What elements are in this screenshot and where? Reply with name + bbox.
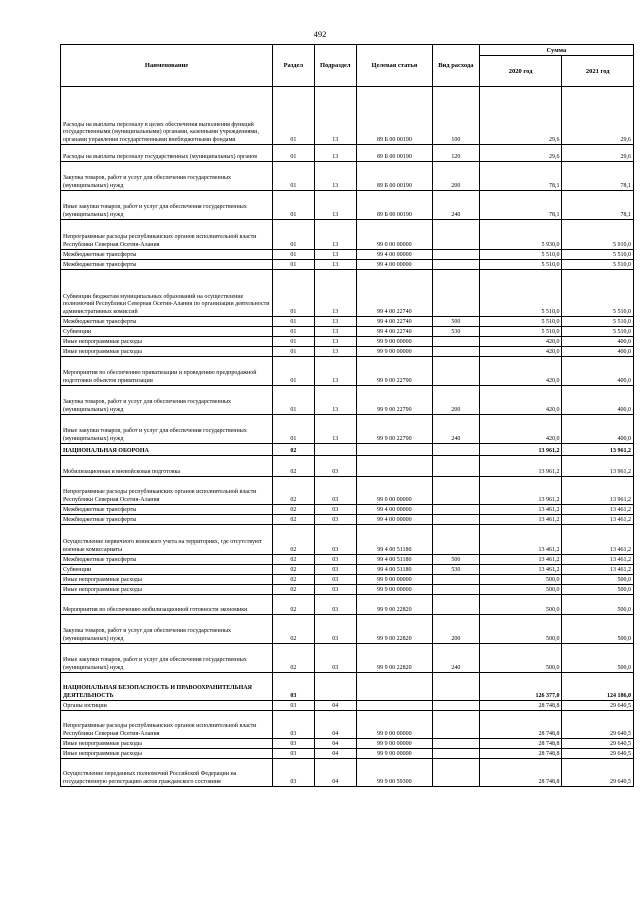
cell-sum-2020: 13 961,2 [479, 444, 562, 456]
cell-subsection: 04 [314, 711, 356, 739]
cell-sum-2021: 13 461,2 [562, 555, 634, 565]
cell-expense-type [432, 585, 479, 595]
cell-target-article: 99 0 00 00000 [356, 477, 432, 505]
cell-sum-2021: 13 961,2 [562, 444, 634, 456]
cell-expense-type: 240 [432, 644, 479, 673]
cell-name: Субвенции бюджетам муниципальных образований на осуществление полномочий Республики Северная Осетия-Алания по организации деятельности административных комиссий [61, 270, 273, 317]
table-row [61, 749, 634, 759]
cell-target-article [356, 673, 432, 701]
cell-target-article: 89 Б 00 00190 [356, 162, 432, 191]
cell-name: Межбюджетные трансферты [61, 555, 273, 565]
cell-target-article: 99 4 00 00000 [356, 505, 432, 515]
cell-section: 03 [273, 711, 314, 739]
cell-section: 02 [273, 575, 314, 585]
table-body [61, 87, 634, 787]
header-year-2020: 2020 год [479, 56, 562, 87]
cell-name: Субвенции [61, 565, 273, 575]
cell-expense-type [432, 477, 479, 505]
cell-sum-2020: 420,0 [479, 347, 562, 357]
cell-sum-2021: 13 461,2 [562, 565, 634, 575]
cell-expense-type [432, 749, 479, 759]
cell-target-article: 99 0 00 00000 [356, 711, 432, 739]
table-row [61, 575, 634, 585]
cell-section: 01 [273, 220, 314, 250]
cell-sum-2020: 5 510,0 [479, 260, 562, 270]
cell-sum-2020: 126 377,0 [479, 673, 562, 701]
cell-subsection: 13 [314, 357, 356, 386]
table-row [61, 711, 634, 739]
header-year-2021: 2021 год [562, 56, 634, 87]
table-row [61, 615, 634, 644]
table-row [61, 739, 634, 749]
cell-name: Межбюджетные трансферты [61, 260, 273, 270]
cell-subsection: 03 [314, 505, 356, 515]
cell-target-article: 99 4 00 51180 [356, 555, 432, 565]
cell-name: Иные закупки товаров, работ и услуг для обеспечения государственных (муниципальных) нужд [61, 415, 273, 444]
cell-sum-2021: 5 510,0 [562, 317, 634, 327]
cell-section: 03 [273, 673, 314, 701]
cell-section: 01 [273, 317, 314, 327]
cell-subsection: 13 [314, 317, 356, 327]
cell-sum-2020: 78,1 [479, 162, 562, 191]
table-row [61, 250, 634, 260]
cell-name: Мобилизационная и вневойсковая подготовка [61, 456, 273, 477]
table-row [61, 145, 634, 162]
cell-target-article: 99 9 00 00000 [356, 337, 432, 347]
cell-subsection: 03 [314, 525, 356, 555]
cell-target-article: 99 9 00 00000 [356, 575, 432, 585]
cell-section: 01 [273, 250, 314, 260]
cell-sum-2021: 400,0 [562, 337, 634, 347]
cell-subsection: 13 [314, 162, 356, 191]
cell-section: 03 [273, 759, 314, 787]
cell-section: 03 [273, 749, 314, 759]
cell-name: Закупка товаров, работ и услуг для обеспечения государственных (муниципальных) нужд [61, 386, 273, 415]
cell-subsection: 03 [314, 515, 356, 525]
cell-target-article: 99 9 00 22790 [356, 357, 432, 386]
cell-sum-2021: 5 510,0 [562, 270, 634, 317]
cell-target-article [356, 444, 432, 456]
cell-name: Расходы на выплаты персоналу государственных (муниципальных) органов [61, 145, 273, 162]
cell-subsection: 13 [314, 386, 356, 415]
cell-target-article: 89 Б 00 00190 [356, 87, 432, 145]
cell-subsection: 13 [314, 347, 356, 357]
cell-sum-2021: 5 510,0 [562, 250, 634, 260]
cell-expense-type [432, 525, 479, 555]
header-section: Раздел [273, 45, 314, 87]
cell-name: Закупка товаров, работ и услуг для обеспечения государственных (муниципальных) нужд [61, 162, 273, 191]
cell-expense-type [432, 575, 479, 585]
cell-target-article: 99 9 00 22790 [356, 386, 432, 415]
cell-section: 02 [273, 515, 314, 525]
cell-section: 03 [273, 701, 314, 711]
cell-subsection: 13 [314, 250, 356, 260]
cell-expense-type: 240 [432, 415, 479, 444]
cell-section: 02 [273, 444, 314, 456]
cell-name: Иные закупки товаров, работ и услуг для обеспечения государственных (муниципальных) нужд [61, 644, 273, 673]
cell-expense-type [432, 250, 479, 260]
table-row [61, 525, 634, 555]
cell-target-article: 99 9 00 00000 [356, 585, 432, 595]
cell-sum-2021: 500,0 [562, 644, 634, 673]
cell-section: 02 [273, 595, 314, 615]
cell-expense-type [432, 701, 479, 711]
cell-target-article: 89 Б 00 00190 [356, 145, 432, 162]
cell-expense-type: 240 [432, 191, 479, 220]
cell-target-article: 99 9 00 00000 [356, 749, 432, 759]
cell-sum-2021: 29 640,5 [562, 759, 634, 787]
cell-target-article: 99 9 00 22820 [356, 615, 432, 644]
table-row [61, 260, 634, 270]
cell-subsection: 13 [314, 270, 356, 317]
cell-target-article: 99 9 00 22820 [356, 644, 432, 673]
cell-name: Непрограммные расходы республиканских органов исполнительной власти Республики Северная Осетия-Алания [61, 711, 273, 739]
cell-expense-type [432, 505, 479, 515]
cell-name: Иные непрограммные расходы [61, 575, 273, 585]
cell-expense-type [432, 357, 479, 386]
cell-sum-2020: 28 748,8 [479, 711, 562, 739]
cell-subsection: 03 [314, 585, 356, 595]
cell-sum-2021: 5 910,0 [562, 220, 634, 250]
cell-sum-2020: 5 510,0 [479, 250, 562, 260]
cell-sum-2020: 28 748,8 [479, 759, 562, 787]
cell-subsection: 03 [314, 575, 356, 585]
cell-section: 01 [273, 162, 314, 191]
cell-name: Осуществление переданных полномочий Российской Федерации на государственную регистрацию актов гражданского состояния [61, 759, 273, 787]
table-row [61, 317, 634, 327]
cell-subsection: 03 [314, 615, 356, 644]
cell-sum-2020: 500,0 [479, 575, 562, 585]
cell-sum-2020: 420,0 [479, 357, 562, 386]
cell-name: Межбюджетные трансферты [61, 515, 273, 525]
cell-section: 01 [273, 347, 314, 357]
cell-expense-type [432, 337, 479, 347]
cell-name: Иные непрограммные расходы [61, 739, 273, 749]
cell-target-article: 99 0 00 00000 [356, 220, 432, 250]
cell-target-article: 99 4 00 22740 [356, 327, 432, 337]
cell-section: 02 [273, 585, 314, 595]
cell-sum-2021: 5 510,0 [562, 327, 634, 337]
cell-sum-2020: 13 461,2 [479, 515, 562, 525]
cell-target-article: 99 9 00 22790 [356, 415, 432, 444]
cell-subsection: 13 [314, 191, 356, 220]
cell-target-article: 99 9 00 22820 [356, 595, 432, 615]
cell-sum-2020: 500,0 [479, 615, 562, 644]
cell-sum-2020: 13 461,2 [479, 525, 562, 555]
cell-sum-2020: 420,0 [479, 415, 562, 444]
cell-section: 02 [273, 525, 314, 555]
table-row [61, 555, 634, 565]
cell-expense-type [432, 759, 479, 787]
cell-sum-2021: 500,0 [562, 575, 634, 585]
table-row [61, 162, 634, 191]
cell-target-article: 99 4 00 51180 [356, 525, 432, 555]
cell-name: Иные непрограммные расходы [61, 347, 273, 357]
cell-sum-2020: 28 748,8 [479, 701, 562, 711]
cell-subsection: 03 [314, 477, 356, 505]
cell-expense-type: 120 [432, 145, 479, 162]
cell-target-article: 99 4 00 00000 [356, 250, 432, 260]
cell-sum-2021: 29,6 [562, 87, 634, 145]
cell-subsection: 04 [314, 759, 356, 787]
cell-sum-2020: 13 461,2 [479, 505, 562, 515]
cell-section: 02 [273, 565, 314, 575]
cell-subsection: 13 [314, 260, 356, 270]
cell-name: Мероприятия по обеспечению приватизации и проведению предпродажной подготовки объектов приватизации [61, 357, 273, 386]
cell-sum-2021: 29,6 [562, 145, 634, 162]
cell-expense-type: 530 [432, 565, 479, 575]
cell-name: Межбюджетные трансферты [61, 250, 273, 260]
cell-sum-2021: 400,0 [562, 347, 634, 357]
cell-expense-type: 500 [432, 317, 479, 327]
cell-target-article: 99 4 00 00000 [356, 515, 432, 525]
cell-subsection: 03 [314, 595, 356, 615]
cell-expense-type [432, 711, 479, 739]
cell-name: Иные непрограммные расходы [61, 337, 273, 347]
cell-subsection: 04 [314, 749, 356, 759]
cell-expense-type [432, 444, 479, 456]
cell-sum-2020: 13 461,2 [479, 565, 562, 575]
budget-table [60, 44, 634, 787]
table-row [61, 595, 634, 615]
header-sum: Сумма [479, 45, 633, 56]
cell-sum-2021: 13 461,2 [562, 505, 634, 515]
cell-expense-type: 500 [432, 555, 479, 565]
table-row [61, 759, 634, 787]
cell-name: Иные непрограммные расходы [61, 749, 273, 759]
header-expense-type: Вид расхода [432, 45, 479, 87]
cell-name: Органы юстиции [61, 701, 273, 711]
table-row [61, 585, 634, 595]
table-row [61, 191, 634, 220]
cell-sum-2021: 400,0 [562, 386, 634, 415]
cell-name: Иные закупки товаров, работ и услуг для обеспечения государственных (муниципальных) нужд [61, 191, 273, 220]
cell-target-article: 99 4 00 22740 [356, 317, 432, 327]
cell-expense-type [432, 673, 479, 701]
cell-sum-2020: 5 510,0 [479, 327, 562, 337]
table-row [61, 515, 634, 525]
cell-subsection: 13 [314, 327, 356, 337]
cell-target-article: 99 9 00 00000 [356, 347, 432, 357]
table-row [61, 456, 634, 477]
cell-subsection: 13 [314, 415, 356, 444]
table-row [61, 270, 634, 317]
cell-section: 02 [273, 615, 314, 644]
cell-sum-2021: 13 961,2 [562, 477, 634, 505]
page-number: 492 [313, 29, 327, 39]
header-subsection: Подраздел [314, 45, 356, 87]
cell-expense-type [432, 739, 479, 749]
cell-section: 03 [273, 739, 314, 749]
cell-name: Непрограммные расходы республиканских органов исполнительной власти Республики Северная Осетия-Алания [61, 220, 273, 250]
cell-sum-2020: 78,1 [479, 191, 562, 220]
cell-target-article: 89 Б 00 00190 [356, 191, 432, 220]
cell-expense-type [432, 220, 479, 250]
cell-sum-2021: 500,0 [562, 615, 634, 644]
cell-subsection: 03 [314, 456, 356, 477]
cell-sum-2020: 13 461,2 [479, 555, 562, 565]
cell-expense-type: 100 [432, 87, 479, 145]
cell-name: Осуществление первичного воинского учета на территориях, где отсутствуют военные комиссариаты [61, 525, 273, 555]
cell-section: 01 [273, 191, 314, 220]
cell-section: 01 [273, 260, 314, 270]
cell-name: Расходы на выплаты персоналу в целях обеспечения выполнения функций государственными (муниципальными) органами, казенными учреждениями, органами управления государственными внебюджетными фондами [61, 87, 273, 145]
cell-name: Закупка товаров, работ и услуг для обеспечения государственных (муниципальных) нужд [61, 615, 273, 644]
cell-target-article [356, 456, 432, 477]
cell-section: 01 [273, 270, 314, 317]
cell-expense-type [432, 456, 479, 477]
cell-subsection: 13 [314, 337, 356, 347]
cell-target-article: 99 4 00 22740 [356, 270, 432, 317]
cell-expense-type [432, 595, 479, 615]
cell-sum-2020: 420,0 [479, 386, 562, 415]
cell-sum-2021: 500,0 [562, 595, 634, 615]
cell-section: 02 [273, 456, 314, 477]
cell-expense-type: 200 [432, 615, 479, 644]
cell-sum-2020: 28 748,8 [479, 749, 562, 759]
cell-name: Мероприятия по обеспечению мобилизационной готовности экономики [61, 595, 273, 615]
cell-expense-type: 530 [432, 327, 479, 337]
cell-subsection: 04 [314, 739, 356, 749]
cell-sum-2020: 5 510,0 [479, 270, 562, 317]
cell-target-article: 99 9 00 00000 [356, 739, 432, 749]
cell-subsection [314, 444, 356, 456]
cell-subsection: 13 [314, 145, 356, 162]
cell-expense-type: 200 [432, 162, 479, 191]
cell-target-article: 99 4 00 00000 [356, 260, 432, 270]
cell-name: Межбюджетные трансферты [61, 505, 273, 515]
cell-name: Межбюджетные трансферты [61, 317, 273, 327]
cell-sum-2021: 29 640,5 [562, 711, 634, 739]
cell-sum-2020: 420,0 [479, 337, 562, 347]
cell-subsection: 04 [314, 701, 356, 711]
table-row [61, 357, 634, 386]
cell-section: 01 [273, 415, 314, 444]
cell-sum-2021: 13 461,2 [562, 515, 634, 525]
cell-target-article: 99 9 00 59300 [356, 759, 432, 787]
cell-name: Иные непрограммные расходы [61, 585, 273, 595]
cell-expense-type [432, 260, 479, 270]
cell-section: 02 [273, 555, 314, 565]
cell-sum-2021: 5 510,0 [562, 260, 634, 270]
cell-target-article: 99 4 00 51180 [356, 565, 432, 575]
cell-expense-type [432, 515, 479, 525]
cell-sum-2021: 500,0 [562, 585, 634, 595]
cell-subsection: 03 [314, 555, 356, 565]
cell-sum-2020: 5 510,0 [479, 317, 562, 327]
cell-sum-2021: 29 640,5 [562, 749, 634, 759]
cell-sum-2021: 29 640,5 [562, 701, 634, 711]
cell-sum-2020: 500,0 [479, 644, 562, 673]
cell-sum-2021: 29 640,5 [562, 739, 634, 749]
cell-sum-2020: 500,0 [479, 595, 562, 615]
table-row [61, 565, 634, 575]
cell-sum-2021: 13 961,2 [562, 456, 634, 477]
table-row [61, 327, 634, 337]
cell-sum-2021: 124 186,0 [562, 673, 634, 701]
header-name: Наименование [61, 45, 273, 87]
cell-section: 02 [273, 505, 314, 515]
table-row [61, 444, 634, 456]
table-row [61, 337, 634, 347]
cell-sum-2021: 400,0 [562, 415, 634, 444]
cell-sum-2021: 78,1 [562, 191, 634, 220]
cell-sum-2020: 28 748,8 [479, 739, 562, 749]
cell-expense-type: 200 [432, 386, 479, 415]
cell-subsection: 13 [314, 220, 356, 250]
cell-sum-2020: 5 930,0 [479, 220, 562, 250]
table-row [61, 477, 634, 505]
cell-name: Субвенции [61, 327, 273, 337]
cell-section: 02 [273, 477, 314, 505]
cell-section: 01 [273, 386, 314, 415]
cell-target-article [356, 701, 432, 711]
cell-section: 01 [273, 357, 314, 386]
cell-subsection [314, 673, 356, 701]
cell-name: Непрограммные расходы республиканских органов исполнительной власти Республики Северная Осетия-Алания [61, 477, 273, 505]
cell-sum-2021: 13 461,2 [562, 525, 634, 555]
table-row [61, 701, 634, 711]
cell-expense-type [432, 270, 479, 317]
cell-sum-2020: 29,6 [479, 87, 562, 145]
table-row [61, 347, 634, 357]
cell-subsection: 13 [314, 87, 356, 145]
cell-sum-2020: 500,0 [479, 585, 562, 595]
table-row [61, 644, 634, 673]
header-target-article: Целевая статья [356, 45, 432, 87]
cell-subsection: 03 [314, 565, 356, 575]
table-row [61, 220, 634, 250]
table-row [61, 415, 634, 444]
cell-section: 02 [273, 644, 314, 673]
cell-section: 01 [273, 145, 314, 162]
cell-subsection: 03 [314, 644, 356, 673]
cell-section: 01 [273, 337, 314, 347]
cell-expense-type [432, 347, 479, 357]
table-row [61, 386, 634, 415]
table-row [61, 673, 634, 701]
cell-name: НАЦИОНАЛЬНАЯ БЕЗОПАСНОСТЬ И ПРАВООХРАНИТЕЛЬНАЯ ДЕЯТЕЛЬНОСТЬ [61, 673, 273, 701]
cell-sum-2021: 400,0 [562, 357, 634, 386]
cell-section: 01 [273, 87, 314, 145]
cell-name: НАЦИОНАЛЬНАЯ ОБОРОНА [61, 444, 273, 456]
cell-sum-2021: 78,1 [562, 162, 634, 191]
cell-section: 01 [273, 327, 314, 337]
cell-sum-2020: 29,6 [479, 145, 562, 162]
cell-sum-2020: 13 961,2 [479, 456, 562, 477]
table-row [61, 87, 634, 145]
cell-sum-2020: 13 961,2 [479, 477, 562, 505]
table-row [61, 505, 634, 515]
